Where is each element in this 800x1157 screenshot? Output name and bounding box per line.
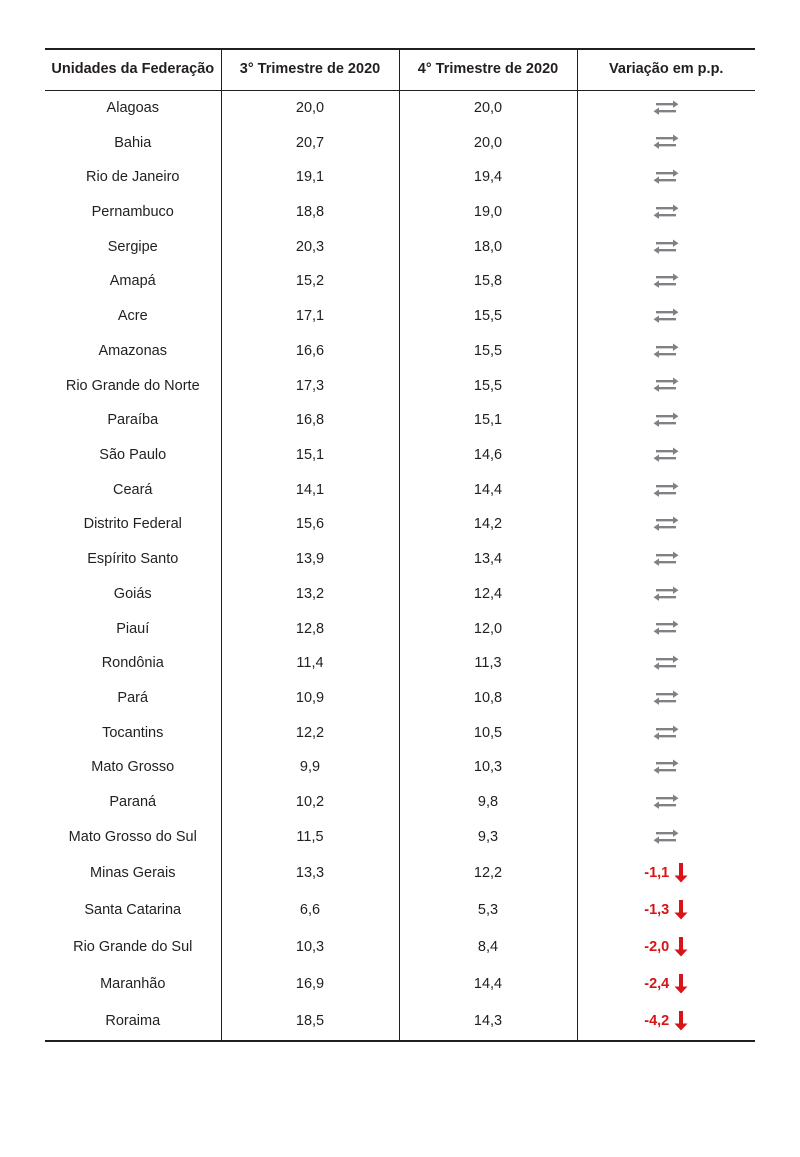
- cell-uf: São Paulo: [45, 438, 221, 473]
- table-row: [45, 473, 755, 508]
- cell-variation: [577, 404, 755, 439]
- cell-uf: Rio Grande do Norte: [45, 369, 221, 404]
- cell-q4-2020: 15,5: [399, 299, 577, 334]
- cell-variation: [577, 647, 755, 682]
- stable-arrows-icon: [653, 759, 679, 776]
- cell-q3-2020: 16,6: [221, 334, 399, 369]
- cell-q4-2020: 14,2: [399, 508, 577, 543]
- table-body: [45, 91, 755, 1041]
- cell-q3-2020: 18,8: [221, 195, 399, 230]
- cell-variation: [577, 161, 755, 196]
- stable-arrows-icon: [653, 620, 679, 637]
- column-header-variation: Variação em p.p.: [577, 49, 755, 91]
- cell-uf: Paraná: [45, 786, 221, 821]
- cell-q3-2020: 11,4: [221, 647, 399, 682]
- table-row: [45, 820, 755, 855]
- column-header-uf: Unidades da Federação: [45, 49, 221, 91]
- cell-q3-2020: 20,3: [221, 230, 399, 265]
- stable-arrows-icon: [653, 447, 679, 464]
- cell-uf: Sergipe: [45, 230, 221, 265]
- stable-arrows-icon: [653, 412, 679, 429]
- table-row: [45, 542, 755, 577]
- cell-variation: [577, 855, 755, 892]
- variation-value: -1,1: [644, 864, 670, 881]
- cell-q4-2020: 12,2: [399, 855, 577, 892]
- stable-arrows-icon: [653, 725, 679, 742]
- stable-arrows-icon: [653, 655, 679, 672]
- cell-q3-2020: 18,5: [221, 1003, 399, 1041]
- arrow-down-icon: [674, 863, 688, 883]
- stable-arrows-icon: [653, 516, 679, 533]
- stable-arrows-icon: [653, 204, 679, 221]
- cell-q3-2020: 13,3: [221, 855, 399, 892]
- stable-arrows-icon: [653, 169, 679, 186]
- table-row: [45, 404, 755, 439]
- cell-uf: Ceará: [45, 473, 221, 508]
- cell-uf: Espírito Santo: [45, 542, 221, 577]
- stable-arrows-icon: [653, 377, 679, 394]
- cell-q4-2020: 8,4: [399, 929, 577, 966]
- cell-variation: [577, 820, 755, 855]
- cell-q3-2020: 19,1: [221, 161, 399, 196]
- cell-q4-2020: 15,1: [399, 404, 577, 439]
- stable-arrows-icon: [653, 239, 679, 256]
- cell-variation: [577, 230, 755, 265]
- table-row: [45, 751, 755, 786]
- cell-uf: Bahia: [45, 126, 221, 161]
- cell-uf: Alagoas: [45, 91, 221, 126]
- stable-arrows-icon: [653, 829, 679, 846]
- cell-variation: [577, 334, 755, 369]
- cell-uf: Rio Grande do Sul: [45, 929, 221, 966]
- table-header: [45, 49, 755, 91]
- cell-variation: [577, 577, 755, 612]
- table-row: [45, 265, 755, 300]
- cell-uf: Mato Grosso: [45, 751, 221, 786]
- variation-value: -2,0: [644, 938, 670, 955]
- table-row: [45, 577, 755, 612]
- cell-uf: Pará: [45, 681, 221, 716]
- cell-q3-2020: 17,3: [221, 369, 399, 404]
- cell-uf: Minas Gerais: [45, 855, 221, 892]
- cell-q3-2020: 6,6: [221, 892, 399, 929]
- cell-q4-2020: 9,3: [399, 820, 577, 855]
- cell-variation: [577, 508, 755, 543]
- cell-variation: [577, 265, 755, 300]
- table-row: [45, 299, 755, 334]
- cell-q3-2020: 10,2: [221, 786, 399, 821]
- cell-q3-2020: 17,1: [221, 299, 399, 334]
- cell-q4-2020: 14,3: [399, 1003, 577, 1041]
- cell-q3-2020: 14,1: [221, 473, 399, 508]
- cell-uf: Mato Grosso do Sul: [45, 820, 221, 855]
- table-row: [45, 647, 755, 682]
- table-row: [45, 1003, 755, 1041]
- cell-q4-2020: 20,0: [399, 91, 577, 126]
- cell-q4-2020: 5,3: [399, 892, 577, 929]
- cell-q3-2020: 15,1: [221, 438, 399, 473]
- cell-uf: Roraima: [45, 1003, 221, 1041]
- table-row: [45, 892, 755, 929]
- table-row: [45, 612, 755, 647]
- table-row: [45, 508, 755, 543]
- cell-q4-2020: 15,5: [399, 369, 577, 404]
- table-row: [45, 929, 755, 966]
- table-row: [45, 230, 755, 265]
- table-row: [45, 438, 755, 473]
- stable-arrows-icon: [653, 273, 679, 290]
- column-header-q3: 3° Trimestre de 2020: [221, 49, 399, 91]
- cell-variation: [577, 716, 755, 751]
- cell-uf: Distrito Federal: [45, 508, 221, 543]
- table-row: [45, 716, 755, 751]
- cell-uf: Amazonas: [45, 334, 221, 369]
- table-row: [45, 91, 755, 126]
- cell-variation: [577, 612, 755, 647]
- cell-q3-2020: 9,9: [221, 751, 399, 786]
- stable-arrows-icon: [653, 482, 679, 499]
- cell-uf: Acre: [45, 299, 221, 334]
- cell-variation: [577, 786, 755, 821]
- cell-q4-2020: 11,3: [399, 647, 577, 682]
- table-row: [45, 966, 755, 1003]
- table-row: [45, 786, 755, 821]
- cell-variation: [577, 1003, 755, 1041]
- cell-q3-2020: 20,0: [221, 91, 399, 126]
- arrow-down-icon: [674, 937, 688, 957]
- cell-q4-2020: 14,6: [399, 438, 577, 473]
- cell-q4-2020: 10,8: [399, 681, 577, 716]
- stable-arrows-icon: [653, 586, 679, 603]
- table-row: [45, 334, 755, 369]
- arrow-down-icon: [674, 900, 688, 920]
- cell-q3-2020: 20,7: [221, 126, 399, 161]
- cell-variation: [577, 473, 755, 508]
- stable-arrows-icon: [653, 100, 679, 117]
- cell-q3-2020: 13,2: [221, 577, 399, 612]
- table-row: [45, 369, 755, 404]
- cell-variation: [577, 126, 755, 161]
- cell-q3-2020: 10,3: [221, 929, 399, 966]
- cell-q3-2020: 10,9: [221, 681, 399, 716]
- stable-arrows-icon: [653, 343, 679, 360]
- cell-variation: [577, 681, 755, 716]
- column-header-q4: 4° Trimestre de 2020: [399, 49, 577, 91]
- cell-q3-2020: 11,5: [221, 820, 399, 855]
- cell-q3-2020: 12,2: [221, 716, 399, 751]
- cell-variation: [577, 929, 755, 966]
- cell-q4-2020: 10,3: [399, 751, 577, 786]
- stable-arrows-icon: [653, 794, 679, 811]
- arrow-down-icon: [674, 974, 688, 994]
- cell-q4-2020: 13,4: [399, 542, 577, 577]
- cell-q4-2020: 9,8: [399, 786, 577, 821]
- cell-uf: Paraíba: [45, 404, 221, 439]
- table-row: [45, 855, 755, 892]
- cell-variation: [577, 299, 755, 334]
- cell-uf: Tocantins: [45, 716, 221, 751]
- cell-variation: [577, 438, 755, 473]
- table-row: [45, 195, 755, 230]
- cell-q3-2020: 16,8: [221, 404, 399, 439]
- cell-q4-2020: 14,4: [399, 473, 577, 508]
- table-row: [45, 681, 755, 716]
- cell-variation: [577, 542, 755, 577]
- cell-q4-2020: 18,0: [399, 230, 577, 265]
- uf-unemployment-table: [45, 48, 755, 1042]
- cell-uf: Rondônia: [45, 647, 221, 682]
- cell-q3-2020: 15,2: [221, 265, 399, 300]
- variation-value: -4,2: [644, 1012, 670, 1029]
- cell-q3-2020: 13,9: [221, 542, 399, 577]
- stable-arrows-icon: [653, 308, 679, 325]
- cell-q4-2020: 20,0: [399, 126, 577, 161]
- cell-uf: Santa Catarina: [45, 892, 221, 929]
- stable-arrows-icon: [653, 134, 679, 151]
- cell-uf: Pernambuco: [45, 195, 221, 230]
- variation-value: -2,4: [644, 975, 670, 992]
- variation-value: -1,3: [644, 901, 670, 918]
- stable-arrows-icon: [653, 551, 679, 568]
- cell-q4-2020: 19,4: [399, 161, 577, 196]
- cell-uf: Piauí: [45, 612, 221, 647]
- cell-q4-2020: 15,5: [399, 334, 577, 369]
- arrow-down-icon: [674, 1011, 688, 1031]
- cell-variation: [577, 369, 755, 404]
- cell-q4-2020: 19,0: [399, 195, 577, 230]
- table-row: [45, 161, 755, 196]
- table-row: [45, 126, 755, 161]
- cell-q4-2020: 12,4: [399, 577, 577, 612]
- cell-uf: Rio de Janeiro: [45, 161, 221, 196]
- stable-arrows-icon: [653, 690, 679, 707]
- cell-q3-2020: 15,6: [221, 508, 399, 543]
- cell-q3-2020: 16,9: [221, 966, 399, 1003]
- cell-uf: Maranhão: [45, 966, 221, 1003]
- cell-variation: [577, 892, 755, 929]
- cell-q4-2020: 15,8: [399, 265, 577, 300]
- cell-variation: [577, 195, 755, 230]
- cell-q4-2020: 12,0: [399, 612, 577, 647]
- cell-q4-2020: 10,5: [399, 716, 577, 751]
- cell-variation: [577, 966, 755, 1003]
- cell-variation: [577, 91, 755, 126]
- cell-variation: [577, 751, 755, 786]
- cell-uf: Amapá: [45, 265, 221, 300]
- cell-q3-2020: 12,8: [221, 612, 399, 647]
- cell-uf: Goiás: [45, 577, 221, 612]
- header-row: [45, 49, 755, 91]
- cell-q4-2020: 14,4: [399, 966, 577, 1003]
